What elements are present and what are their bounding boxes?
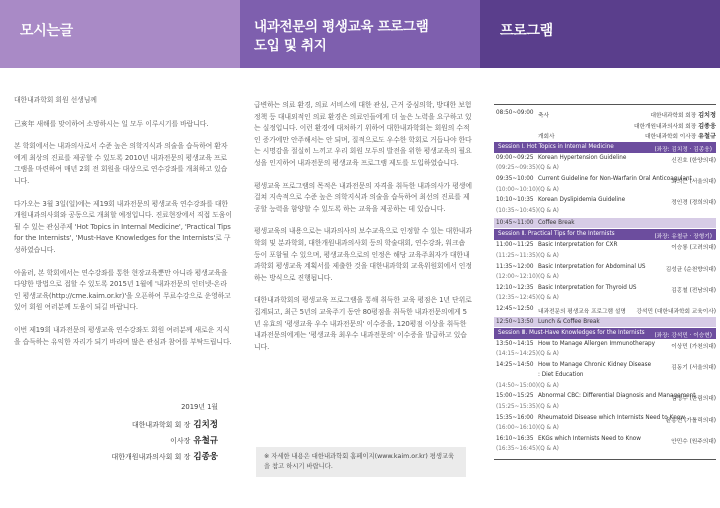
intro-title [254,18,428,56]
speaker: 김동기 (서울의대) [671,364,716,371]
session-header [494,328,716,339]
opening-row [494,109,716,120]
time: 09:00~09:25 [496,154,534,161]
role: 대한내과학회 회장 [650,113,697,119]
talk-title: Current Guideline for Non-Warfarin Oral Anticoagulant [538,175,692,182]
opening-row [494,120,716,131]
session-chair: (좌장: 유철규 · 장형기) [654,234,712,241]
role: 대한내과학회 이사장 [644,134,697,141]
speaker: 이승룡 (고려의대) [671,245,716,252]
session-title: Session Ⅱ. Practical Tips for the Internists [498,231,615,238]
time: (10:00~10:10) [496,186,538,193]
qa-row [494,252,716,263]
qa-row [494,186,716,197]
divider [494,459,716,460]
qa-label: (Q & A) [538,404,559,411]
qa-label: (Q & A) [538,295,559,302]
talk-row [494,361,716,372]
speaker: 김홍철 (전남의대) [671,287,716,294]
speaker: 정인경 (경희의대) [671,200,716,207]
session-chair: (좌장: 강석민 · 이승현) [654,332,712,339]
letter-date: 2019년 1월 [181,403,218,411]
intro-paragraph: 대한내과학회의 평생교육 프로그램을 통해 취득한 교육 평점은 1년 단위로 집계되고, 최근 5년의 교육주기 동안 80평점을 취득한 내과전문의에게 5년 유효의 '평생교육 우수 내과전문의' 이수증을, 120평점 이상을 취득한 내과전문의에게는 '평생교육 최우수 내과전문의' 이수증을 발급하고 있습니다. [254,296,472,351]
break-title: Lunch & Coffee Break [538,318,600,325]
name: 김종웅 [698,122,716,130]
time: (16:35~16:45) [496,446,538,453]
talk-row [494,305,716,316]
qa-label: (Q & A) [538,351,559,358]
qa-label: (Q & A) [538,274,559,281]
time: (12:35~12:45) [496,295,538,302]
talk-row [494,284,716,295]
time: (09:25~09:35) [496,165,538,172]
talk-title: Korean Dyslipidemia Guideline [538,197,626,204]
session-header [494,142,716,153]
break-row [494,218,716,228]
talk-row [494,435,716,446]
qa-row [494,164,716,175]
talk-title: How to Manage Chronic Kidney Disease [538,361,652,368]
time: 15:00~15:25 [496,393,534,400]
talk-title: Rheumatoid Disease which Internists Need to Know [538,414,685,421]
role: 대한개원내과의사회 회장 [634,123,697,130]
qa-row [494,350,716,361]
time: 11:00~11:25 [496,242,534,249]
header-band-intro [240,0,480,68]
intro-title-line1: 내과전문의 평생교육 프로그램 [254,19,429,35]
talk-row [494,196,716,207]
letter-paragraph: 본 학회에서는 내과의사로서 수준 높은 의학지식과 의술을 습득하여 환자에게 최상의 진료를 제공할 수 있도록 2010년 내과전문의 평생교육 프로그램을 마련하여 매년 2회 전 회원을 대상으로 연수강좌를 개최하고 있습니다. [14,142,228,185]
title: 개회사 [538,134,555,141]
name: 유철규 [698,133,716,141]
talk-title: How to Manage Allergen Immunotherapy [538,340,656,347]
speaker: 윤종현 (가톨릭의대) [665,417,716,424]
time: (16:00~16:10) [496,425,538,432]
speaker: 김성균 (순천향의대) [665,266,716,273]
intro-body [254,100,472,364]
speaker [645,131,716,140]
talk-title: Abnormal CBC: Differential Diagnosis and Management [538,393,696,400]
speaker: 안민수 (원주의대) [671,438,716,445]
letter-paragraph: 다가오는 3월 3일(일)에는 제19회 내과전문의 평생교육 연수강좌를 대한개원내과의사회와 공동으로 개최할 예정입니다. 진료현장에서 직접 도움이 될 수 있는 관심주제 'Hot Topics in Internal Medicine', 'Practical Tips for the Internists', 'Must-Have Knowledges for the Internists'로 구성하였습니다. [14,199,232,254]
time: 14:25~14:50 [496,361,534,368]
qa-row [494,403,716,414]
program-title: 프로그램 [500,23,553,39]
speaker [650,110,716,119]
time: (15:25~15:35) [496,404,538,411]
qa-row [494,445,716,456]
qa-label: (Q & A) [538,252,559,259]
talk-row [494,340,716,351]
talk-title: Basic Interpretation for Thyroid US [538,284,637,291]
signer [170,434,218,446]
intro-paragraph: 급변하는 의료 환경, 의료 서비스에 대한 관심, 근거 중심의학, 방대한 보험정책 등 대내외적인 의료 환경은 의료인들에게 더 높은 노력을 요구하고 있는 실정입니다. 이런 환경에 대처하기 위하여 대한내과학회는 회원의 수적인 증가에만 안주해서는 안 되며, 질적으로도 우수한 학회로 거듭나야 한다는 시명감을 절실히 느끼고 우리 회원 모두의 발전을 위한 평생교육의 필요성을 인지하여 내과전문의 평생교육 프로그램 제도를 도입하였습니다. [254,101,472,167]
letter-paragraph: 己亥年 새해를 맞이하여 소망하시는 일 모두 이루시기를 바랍니다. [14,119,209,128]
qa-label: (Q & A) [538,186,559,193]
time: 08:50~09:00 [496,110,534,116]
speaker: 강석민 (대한내과학회 교육이사) [636,308,716,315]
signer [132,418,218,430]
speaker: 신진호 (한양의대) [671,157,716,164]
session-title: Session Ⅰ. Hot Topics in Internal Medicine [498,143,614,150]
time: 16:10~16:35 [496,435,534,442]
signer-title: 이사장 [170,437,191,445]
time: (12:00~12:10) [496,274,538,281]
signer-title: 대한개원내과의사회 회 장 [111,453,191,461]
intro-paragraph: 평생교육의 내용으로는 내과의사의 보수교육으로 인정할 수 있는 대한내과학회 및 분과학회, 대한개원내과의사회 등의 학술대회, 연수강좌, 워크숍 등이 포함될 수 있으며, 평생교육으로의 인정은 해당 교육주최자가 대한내과학회 평생교육 계획서를 제출한 것을 대한내과학회 교육위원회에서 인정하는 방식으로 진행됩니다. [254,227,472,282]
name: 김치정 [698,112,716,119]
qa-label: (Q & A) [538,425,559,432]
time: 12:50~13:50 [496,318,534,325]
time: (14:15~14:25) [496,351,538,358]
signer-name: 유철규 [193,436,218,446]
talk-row [494,175,716,186]
talk-title: EKGs which Internists Need to Know [538,435,641,442]
time: 15:35~16:00 [496,414,534,421]
header-band-program [480,0,720,68]
qa-label: (Q & A) [538,165,559,172]
qa-label: (Q & A) [538,446,559,453]
greeting-title: 모시는글 [20,23,73,39]
talk-row [494,263,716,274]
qa-row [494,424,716,435]
divider [494,104,716,105]
time: (10:35~10:45) [496,207,538,214]
letter-paragraph: 이번 제19회 내과전문의 평생교육 연수강좌도 회원 여러분께 새로운 지식을 습득하는 유익한 자리가 되기 바라며 많은 관심과 참여를 부탁드립니다. [14,325,232,346]
talk-title: Basic Interpretation for Abdominal US [538,263,646,270]
title: 축사 [538,113,549,119]
signer [112,450,218,462]
signer-name: 김종웅 [193,452,218,462]
talk-title: Basic Interpretation for CXR [538,242,618,249]
time: 12:10~12:35 [496,284,534,291]
time: (14:50~15:00) [496,382,538,389]
break-title: Coffee Break [538,220,575,227]
talk-row [494,414,716,425]
qa-label: (Q & A) [538,382,559,389]
talk-row [494,392,716,403]
qa-row [494,273,716,284]
greeting-letter [14,95,232,359]
time: 12:45~12:50 [496,305,534,312]
signer-title: 대한내과학회 회 장 [131,421,191,429]
letter-paragraph: 아울러, 본 학회에서는 연수강좌를 통한 현장교육뿐만 아니라 평생교육을 다양한 방법으로 접할 수 있도록 2015년 1월에 '내과전문의 인터넷-온라인 평생교육(http://cme.kaim.or.kr)'을 오픈하여 무료수강으로 운영하고 있어 회원 여러분께 도움이 되길 바랍니다. [14,268,231,312]
talk-subtitle-row [494,371,716,382]
intro-title-line2: 도입 및 취지 [254,38,327,54]
time: 11:35~12:00 [496,263,534,270]
opening-row [494,130,716,141]
talk-subtitle: : Diet Education [538,372,584,379]
qa-row [494,382,716,393]
qa-row [494,207,716,218]
session-chair: (좌장: 김치정 · 김종웅) [654,146,712,153]
talk-title: 내과전문의 평생교육 프로그램 설명 [538,308,626,315]
talk-title: Korean Hypertension Guideline [538,154,627,161]
time: 13:50~14:15 [496,340,534,347]
qa-row [494,294,716,305]
session-title: Session Ⅲ. Must-Have Knowledges for the Internists [498,329,645,336]
talk-row [494,154,716,165]
signer-name: 김치정 [193,420,218,430]
info-note: ※ 자세한 내용은 대한내과학회 홈페이지(www.kaim.or.kr) 평생교육을 참고 하시기 바랍니다. [256,447,466,477]
intro-paragraph: 평생교육 프로그램의 목적은 내과전문의 자격을 취득한 내과의사가 평생에 걸쳐 지속적으로 수준 높은 의학지식과 의술을 습득하여 최선의 진료를 제공할 능력을 함양할 수 있도록 하는 교육을 제공하는 데 있습니다. [254,181,472,213]
break-row [494,317,716,327]
salutation: 대한내과학회 회원 선생님께 [14,96,97,104]
time: 09:35~10:00 [496,175,534,182]
qa-label: (Q & A) [538,207,559,214]
time: 10:45~11:00 [496,220,534,227]
speaker: 김병수 (한림의대) [671,396,716,403]
speaker: 이상민 (가천의대) [671,343,716,350]
time: (11:25~11:35) [496,252,538,259]
header-band-greeting [0,0,240,68]
program-schedule [494,104,716,460]
talk-row [494,241,716,252]
speaker: 최의근 (서울의대) [671,178,716,185]
time: 10:10~10:35 [496,197,534,204]
speaker [634,121,716,130]
session-header [494,229,716,240]
